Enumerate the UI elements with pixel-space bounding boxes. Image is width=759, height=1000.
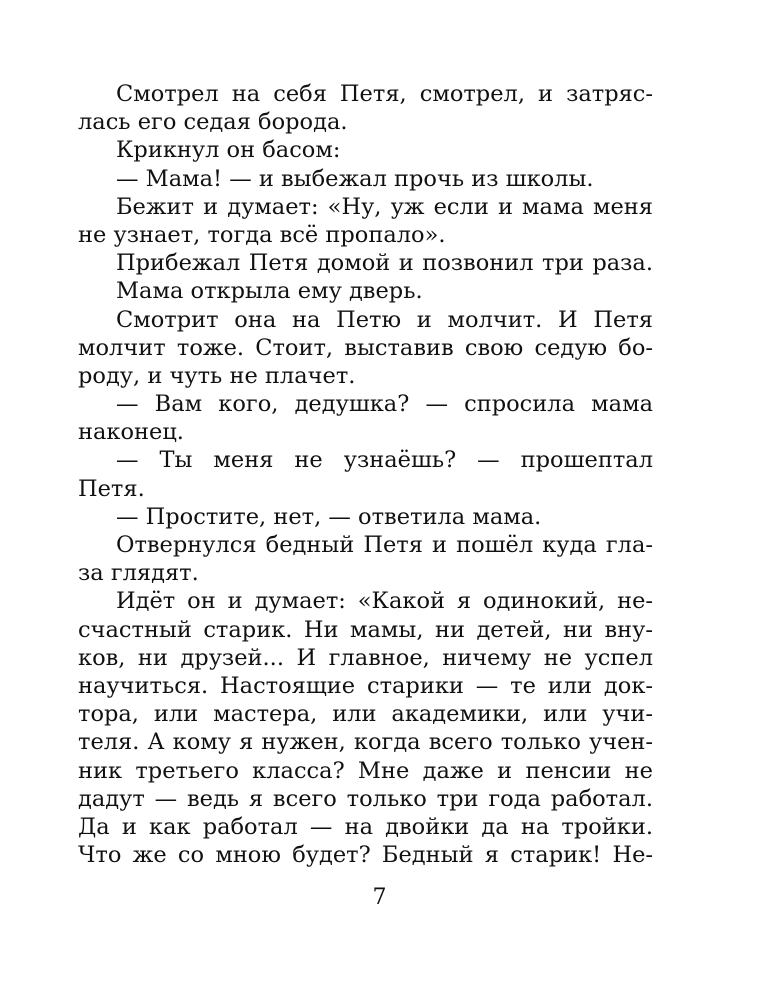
text-line: наконец. (78, 419, 184, 446)
text-line: Да и как работал — на двойки да на тройки. (78, 813, 653, 840)
text-line: Идёт он и думает: «Какой я одинокий, не- (116, 588, 653, 615)
text-line: Мама открыла ему дверь. (116, 278, 423, 305)
text-line: — Простите, нет, — ответила мама. (116, 503, 542, 530)
text-line: не узнает, тогда всё пропало». (78, 221, 446, 248)
text-line: счастный старик. Ни мамы, ни детей, ни вну- (78, 616, 653, 643)
text-line: роду, и чуть не плачет. (78, 362, 356, 389)
text-line: Петя. (78, 475, 145, 502)
text-line: Прибежал Петя домой и позвонил три раза. (116, 250, 653, 277)
text-line: Отвернулся бедный Петя и пошёл куда гла- (116, 532, 653, 558)
text-line: Смотрел на себя Петя, смотрел, и затряс- (116, 81, 653, 107)
text-line: Смотрит она на Петю и молчит. И Петя (116, 306, 653, 333)
text-line: научиться. Настоящие старики — те или док- (78, 672, 653, 699)
text-line: лась его седая борода. (78, 109, 348, 136)
text-line: дадут — ведь я всего только три года работал. (78, 785, 653, 812)
text-line: Что же со мною будет? Бедный я старик! Не- (78, 842, 653, 869)
text-line: тора, или мастера, или академики, или учи- (78, 701, 653, 728)
text-line: ник третьего класса? Мне даже и пенсии не (78, 757, 653, 784)
text-line: молчит тоже. Стоит, выставив свою седую бо- (78, 334, 653, 361)
text-line: — Вам кого, дедушка? — спросила мама (116, 391, 653, 418)
text-line: Бежит и думает: «Ну, уж если и мама меня (116, 193, 653, 220)
text-line: ков, ни друзей... И главное, ничему не успел (78, 644, 653, 671)
text-line: за глядят. (78, 560, 199, 587)
text-line: Крикнул он басом: (116, 137, 341, 164)
page-body-text (78, 80, 653, 869)
text-line: — Ты меня не узнаёшь? — прошептал (116, 447, 653, 474)
text-line: — Мама! — и выбежал прочь из школы. (116, 165, 594, 192)
page-number: 7 (372, 885, 387, 910)
text-line: теля. А кому я нужен, когда всего только учен- (78, 729, 653, 756)
